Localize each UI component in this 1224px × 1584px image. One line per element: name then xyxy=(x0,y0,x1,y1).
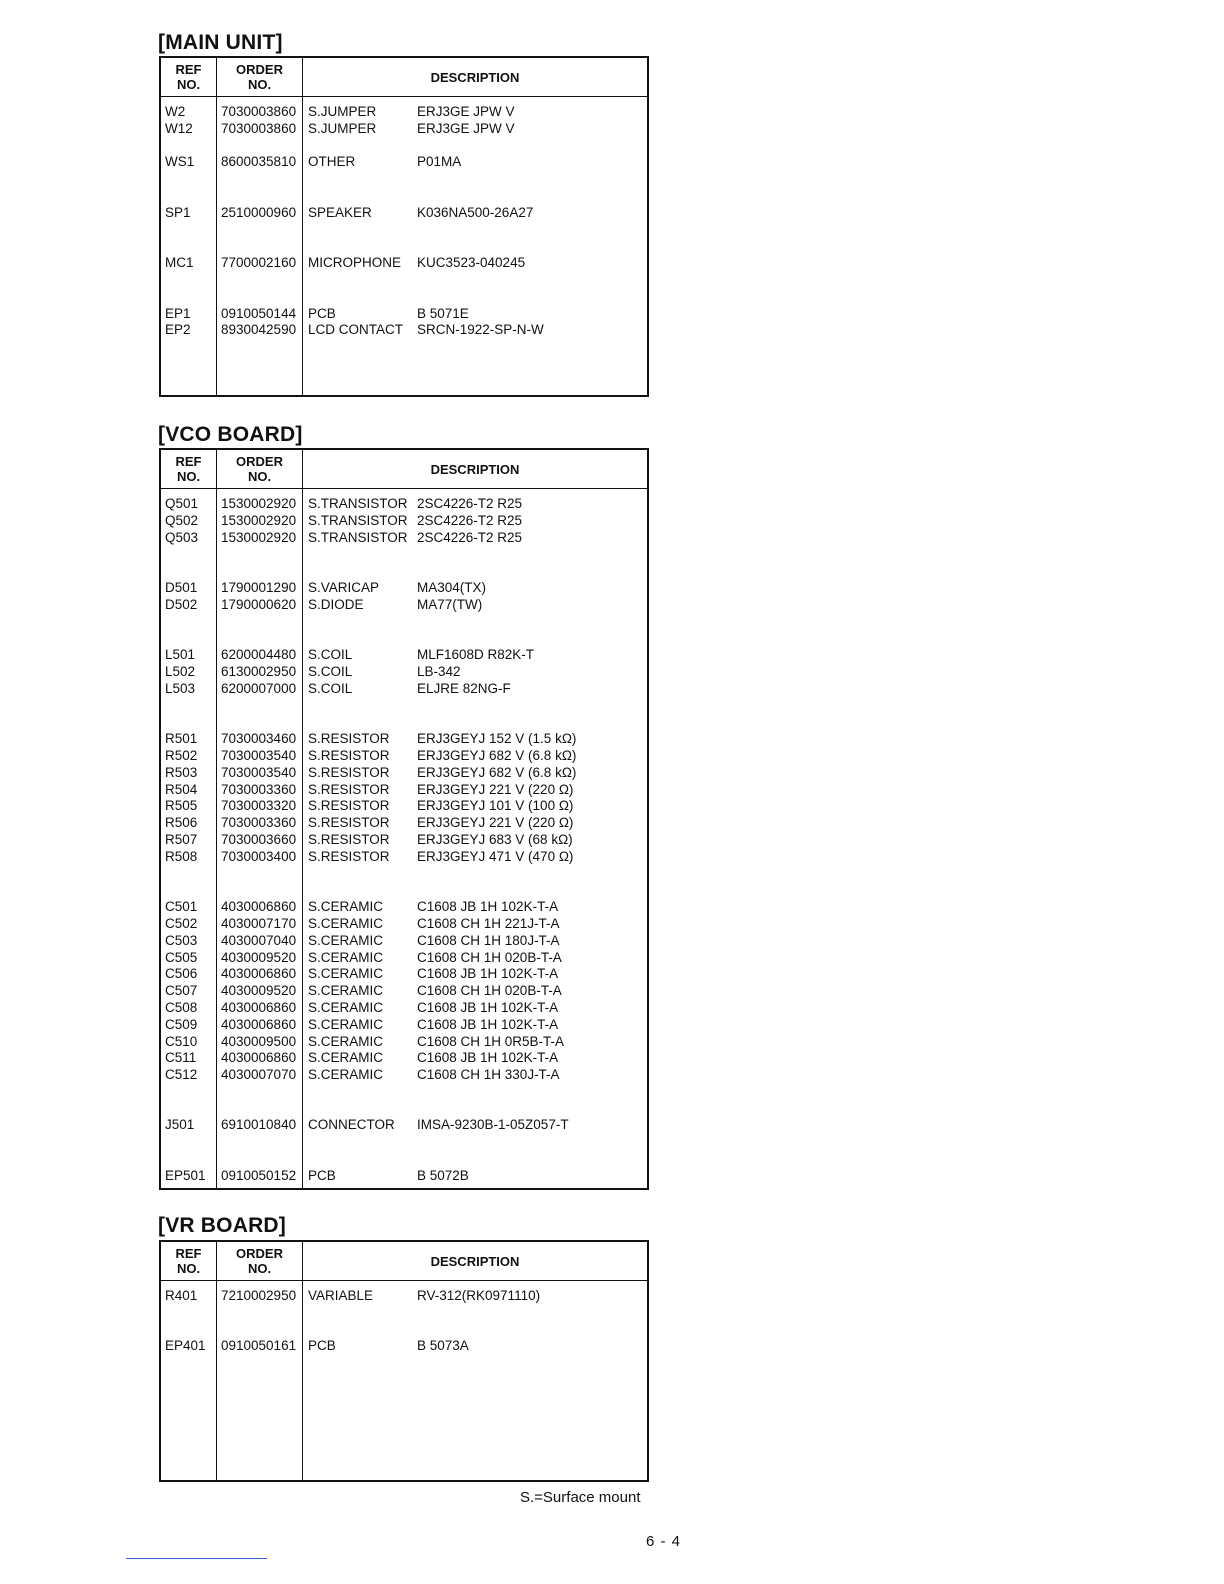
order-no: 7030003540 xyxy=(221,764,297,780)
order-no: 4030006860 xyxy=(221,999,297,1015)
section-title-vco-board: [VCO BOARD] xyxy=(158,423,303,446)
order-no: 6130002950 xyxy=(221,663,297,679)
part-type: S.RESISTOR xyxy=(308,781,390,797)
part-number: 2SC4226-T2 R25 xyxy=(417,496,523,511)
part-number: ERJ3GEYJ 221 V (220 Ω) xyxy=(417,781,574,797)
order-no: 4030006860 xyxy=(221,1016,297,1032)
part-number: P01MA xyxy=(417,154,462,170)
part-type: S.COIL xyxy=(308,647,353,663)
table-row xyxy=(161,1168,647,1185)
part-type: PCB xyxy=(308,1167,336,1183)
part-type: S.CERAMIC xyxy=(308,966,384,982)
order-no: 4030007040 xyxy=(221,932,297,948)
order-no: 4030007170 xyxy=(221,915,297,931)
order-no: 7030003540 xyxy=(221,747,297,763)
table-body xyxy=(161,496,647,1185)
order-no: 7700002160 xyxy=(221,255,297,271)
order-no: 4030009520 xyxy=(221,983,297,999)
header-order-no xyxy=(217,454,302,484)
order-no: 4030006860 xyxy=(221,966,297,982)
table-row xyxy=(161,798,647,815)
ref-no: D502 xyxy=(165,596,198,612)
part-number: ERJ3GEYJ 152 V (1.5 kΩ) xyxy=(417,731,577,747)
ref-no: R508 xyxy=(165,848,198,864)
part-number: MA304(TX) xyxy=(417,579,487,595)
part-number: B 5071E xyxy=(417,305,469,321)
ref-no: C506 xyxy=(165,966,198,982)
section-title-main-unit: [MAIN UNIT] xyxy=(158,31,283,54)
table-row xyxy=(161,1017,647,1034)
table-row xyxy=(161,731,647,748)
header-description: DESCRIPTION xyxy=(430,462,520,477)
ref-no: WS1 xyxy=(165,154,195,170)
part-type: S.RESISTOR xyxy=(308,747,390,763)
row-spacer xyxy=(161,1101,647,1118)
table-row xyxy=(161,1288,647,1305)
ref-no: C503 xyxy=(165,932,198,948)
part-number: ERJ3GEYJ 682 V (6.8 kΩ) xyxy=(417,747,577,763)
ref-no: C510 xyxy=(165,1033,198,1049)
table-row xyxy=(161,1117,647,1134)
table-row xyxy=(161,647,647,664)
part-number: C1608 CH 1H 0R5B-T-A xyxy=(417,1033,565,1049)
part-type: S.RESISTOR xyxy=(308,798,390,814)
header-order-line1: ORDER xyxy=(236,62,283,77)
header-ref-no xyxy=(161,454,216,484)
order-no: 7030003860 xyxy=(221,120,297,136)
table-body xyxy=(161,1288,647,1355)
part-type: S.RESISTOR xyxy=(308,731,390,747)
part-type: S.VARICAP xyxy=(308,579,380,595)
ref-no: R501 xyxy=(165,731,198,747)
table-row xyxy=(161,580,647,597)
order-no: 6200004480 xyxy=(221,647,297,663)
part-type: S.JUMPER xyxy=(308,104,377,119)
part-type: S.CERAMIC xyxy=(308,1016,384,1032)
row-spacer xyxy=(161,188,647,205)
ref-no: J501 xyxy=(165,1117,195,1133)
order-no: 1530002920 xyxy=(221,496,297,511)
ref-no: R506 xyxy=(165,815,198,831)
ref-no: R502 xyxy=(165,747,198,763)
ref-no: W2 xyxy=(165,104,186,119)
order-no: 7030003660 xyxy=(221,831,297,847)
parts-table-vr-board xyxy=(159,1240,649,1482)
order-no: 4030006860 xyxy=(221,899,297,915)
order-no: 8930042590 xyxy=(221,322,297,338)
row-spacer xyxy=(161,1134,647,1151)
part-number: LB-342 xyxy=(417,663,461,679)
part-number: IMSA-9230B-1-05Z057-T xyxy=(417,1117,569,1133)
ref-no: C511 xyxy=(165,1050,197,1066)
part-type: CONNECTOR xyxy=(308,1117,395,1133)
part-number: ERJ3GE JPW V xyxy=(417,104,515,119)
part-type: S.CERAMIC xyxy=(308,983,384,999)
part-number: C1608 CH 1H 221J-T-A xyxy=(417,915,560,931)
part-type: S.CERAMIC xyxy=(308,999,384,1015)
row-spacer xyxy=(161,171,647,188)
table-row xyxy=(161,597,647,614)
part-number: KUC3523-040245 xyxy=(417,255,526,271)
table-row xyxy=(161,950,647,967)
row-spacer xyxy=(161,882,647,899)
part-type: S.CERAMIC xyxy=(308,1050,384,1066)
part-type: S.COIL xyxy=(308,663,353,679)
table-row xyxy=(161,154,647,171)
part-number: MLF1608D R82K-T xyxy=(417,647,535,663)
part-type: S.RESISTOR xyxy=(308,764,390,780)
part-type: VARIABLE xyxy=(308,1288,374,1303)
table-row xyxy=(161,1000,647,1017)
order-no: 7210002950 xyxy=(221,1288,297,1303)
part-type: OTHER xyxy=(308,154,356,170)
part-number: C1608 JB 1H 102K-T-A xyxy=(417,999,559,1015)
order-no: 0910050144 xyxy=(221,305,297,321)
ref-no: R507 xyxy=(165,831,198,847)
table-row xyxy=(161,681,647,698)
part-number: C1608 JB 1H 102K-T-A xyxy=(417,966,559,982)
order-no: 8600035810 xyxy=(221,154,297,170)
part-number: ERJ3GEYJ 683 V (68 kΩ) xyxy=(417,831,573,847)
ref-no: R504 xyxy=(165,781,198,797)
row-spacer xyxy=(161,222,647,239)
part-type: S.CERAMIC xyxy=(308,1033,384,1049)
table-row xyxy=(161,748,647,765)
row-spacer xyxy=(161,1084,647,1101)
order-no: 4030006860 xyxy=(221,1050,297,1066)
ref-no: R505 xyxy=(165,798,198,814)
table-row xyxy=(161,205,647,222)
part-number: ERJ3GEYJ 471 V (470 Ω) xyxy=(417,848,574,864)
part-number: C1608 JB 1H 102K-T-A xyxy=(417,1050,559,1066)
part-type: S.CERAMIC xyxy=(308,915,384,931)
part-number: MA77(TW) xyxy=(417,596,483,612)
row-spacer xyxy=(161,630,647,647)
header-order-line2: NO. xyxy=(247,77,272,92)
order-no: 6200007000 xyxy=(221,680,297,696)
page-number: 6 - 4 xyxy=(646,1533,682,1550)
header-description: DESCRIPTION xyxy=(430,1254,520,1269)
header-order-line2: NO. xyxy=(247,469,272,484)
header-ref-line2: NO. xyxy=(176,469,201,484)
header-order-line2: NO. xyxy=(247,1261,272,1276)
part-type: SPEAKER xyxy=(308,204,372,220)
part-type: PCB xyxy=(308,1338,336,1354)
table-row xyxy=(161,1067,647,1084)
table-row xyxy=(161,966,647,983)
part-number: C1608 JB 1H 102K-T-A xyxy=(417,899,559,915)
part-number: C1608 CH 1H 330J-T-A xyxy=(417,1067,560,1083)
order-no: 0910050161 xyxy=(221,1338,297,1354)
ref-no: L503 xyxy=(165,680,196,696)
header-ref-no xyxy=(161,1246,216,1276)
ref-no: L502 xyxy=(165,663,196,679)
ref-no: Q501 xyxy=(165,496,199,511)
table-row xyxy=(161,121,647,138)
order-no: 7030003320 xyxy=(221,798,297,814)
header-description: DESCRIPTION xyxy=(430,70,520,85)
ref-no: EP2 xyxy=(165,322,191,338)
ref-no: Q503 xyxy=(165,529,199,545)
order-no: 7030003860 xyxy=(221,104,297,119)
table-row xyxy=(161,255,647,272)
bottom-rule xyxy=(126,1558,267,1559)
part-number: ELJRE 82NG-F xyxy=(417,680,511,696)
part-type: S.COIL xyxy=(308,680,353,696)
header-ref-line1: REF xyxy=(175,62,202,77)
parts-table-main-unit xyxy=(159,56,649,397)
ref-no: C505 xyxy=(165,949,198,965)
part-number: ERJ3GE JPW V xyxy=(417,120,515,136)
order-no: 7030003360 xyxy=(221,815,297,831)
ref-no: C501 xyxy=(165,899,198,915)
order-no: 7030003460 xyxy=(221,731,297,747)
ref-no: L501 xyxy=(165,647,196,663)
table-row xyxy=(161,983,647,1000)
table-row xyxy=(161,899,647,916)
header-order-no xyxy=(217,62,302,92)
part-number: ERJ3GEYJ 221 V (220 Ω) xyxy=(417,815,574,831)
part-type: S.JUMPER xyxy=(308,120,377,136)
table-row xyxy=(161,1034,647,1051)
table-row xyxy=(161,1338,647,1355)
header-order-line1: ORDER xyxy=(236,1246,283,1261)
order-no: 7030003400 xyxy=(221,848,297,864)
order-no: 2510000960 xyxy=(221,204,297,220)
row-spacer xyxy=(161,138,647,155)
part-type: S.RESISTOR xyxy=(308,848,390,864)
row-spacer xyxy=(161,614,647,631)
part-type: S.RESISTOR xyxy=(308,815,390,831)
part-type: LCD CONTACT xyxy=(308,322,404,338)
table-row xyxy=(161,306,647,323)
row-spacer xyxy=(161,1151,647,1168)
header-ref-line2: NO. xyxy=(176,77,201,92)
ref-no: R401 xyxy=(165,1288,198,1303)
order-no: 1530002920 xyxy=(221,512,297,528)
part-number: C1608 JB 1H 102K-T-A xyxy=(417,1016,559,1032)
ref-no: MC1 xyxy=(165,255,194,271)
order-no: 1530002920 xyxy=(221,529,297,545)
table-row xyxy=(161,765,647,782)
surface-mount-footnote: S.=Surface mount xyxy=(520,1489,641,1506)
part-number: C1608 CH 1H 020B-T-A xyxy=(417,949,562,965)
part-number: ERJ3GEYJ 682 V (6.8 kΩ) xyxy=(417,764,577,780)
row-spacer xyxy=(161,289,647,306)
part-type: S.CERAMIC xyxy=(308,932,384,948)
part-type: S.CERAMIC xyxy=(308,1067,384,1083)
header-ref-no xyxy=(161,62,216,92)
part-number: B 5073A xyxy=(417,1338,469,1354)
table-row xyxy=(161,322,647,339)
order-no: 1790000620 xyxy=(221,596,297,612)
row-spacer xyxy=(161,238,647,255)
part-type: S.TRANSISTOR xyxy=(308,512,408,528)
part-number: C1608 CH 1H 020B-T-A xyxy=(417,983,562,999)
header-ref-line1: REF xyxy=(175,1246,202,1261)
header-ref-line2: NO. xyxy=(176,1261,201,1276)
table-row xyxy=(161,1050,647,1067)
ref-no: EP1 xyxy=(165,305,191,321)
row-spacer xyxy=(161,546,647,563)
table-row xyxy=(161,104,647,121)
ref-no: Q502 xyxy=(165,512,199,528)
part-number: SRCN-1922-SP-N-W xyxy=(417,322,544,338)
row-spacer xyxy=(161,698,647,715)
header-ref-line1: REF xyxy=(175,454,202,469)
table-row xyxy=(161,496,647,513)
table-header xyxy=(161,450,647,489)
ref-no: D501 xyxy=(165,579,198,595)
part-number: 2SC4226-T2 R25 xyxy=(417,512,523,528)
ref-no: EP501 xyxy=(165,1167,206,1183)
ref-no: C507 xyxy=(165,983,198,999)
ref-no: W12 xyxy=(165,120,193,136)
row-spacer xyxy=(161,563,647,580)
row-spacer xyxy=(161,714,647,731)
part-type: S.CERAMIC xyxy=(308,899,384,915)
table-row xyxy=(161,815,647,832)
table-row xyxy=(161,933,647,950)
part-type: S.TRANSISTOR xyxy=(308,496,408,511)
row-spacer xyxy=(161,1305,647,1322)
part-number: C1608 CH 1H 180J-T-A xyxy=(417,932,560,948)
row-spacer xyxy=(161,272,647,289)
table-header xyxy=(161,58,647,97)
parts-table-vco-board xyxy=(159,448,649,1190)
table-row xyxy=(161,513,647,530)
table-row xyxy=(161,782,647,799)
part-number: ERJ3GEYJ 101 V (100 Ω) xyxy=(417,798,574,814)
part-number: K036NA500-26A27 xyxy=(417,204,534,220)
ref-no: C502 xyxy=(165,915,198,931)
row-spacer xyxy=(161,866,647,883)
ref-no: C509 xyxy=(165,1016,198,1032)
table-row xyxy=(161,664,647,681)
order-no: 0910050152 xyxy=(221,1167,297,1183)
part-type: S.TRANSISTOR xyxy=(308,529,408,545)
table-row xyxy=(161,832,647,849)
part-type: S.RESISTOR xyxy=(308,831,390,847)
ref-no: C508 xyxy=(165,999,198,1015)
part-type: S.CERAMIC xyxy=(308,949,384,965)
table-row xyxy=(161,916,647,933)
ref-no: C512 xyxy=(165,1067,198,1083)
order-no: 6910010840 xyxy=(221,1117,297,1133)
part-type: PCB xyxy=(308,305,336,321)
table-body xyxy=(161,104,647,339)
part-type: MICROPHONE xyxy=(308,255,402,271)
part-number: 2SC4226-T2 R25 xyxy=(417,529,523,545)
order-no: 4030007070 xyxy=(221,1067,297,1083)
order-no: 1790001290 xyxy=(221,579,297,595)
order-no: 4030009500 xyxy=(221,1033,297,1049)
ref-no: SP1 xyxy=(165,204,191,220)
ref-no: R503 xyxy=(165,764,198,780)
part-type: S.DIODE xyxy=(308,596,364,612)
header-order-no xyxy=(217,1246,302,1276)
part-number: B 5072B xyxy=(417,1167,469,1183)
header-order-line1: ORDER xyxy=(236,454,283,469)
table-header xyxy=(161,1242,647,1281)
table-row xyxy=(161,849,647,866)
row-spacer xyxy=(161,1322,647,1339)
ref-no: EP401 xyxy=(165,1338,206,1354)
part-number: RV-312(RK0971110) xyxy=(417,1288,541,1303)
section-title-vr-board: [VR BOARD] xyxy=(158,1214,286,1237)
order-no: 7030003360 xyxy=(221,781,297,797)
order-no: 4030009520 xyxy=(221,949,297,965)
table-row xyxy=(161,530,647,547)
